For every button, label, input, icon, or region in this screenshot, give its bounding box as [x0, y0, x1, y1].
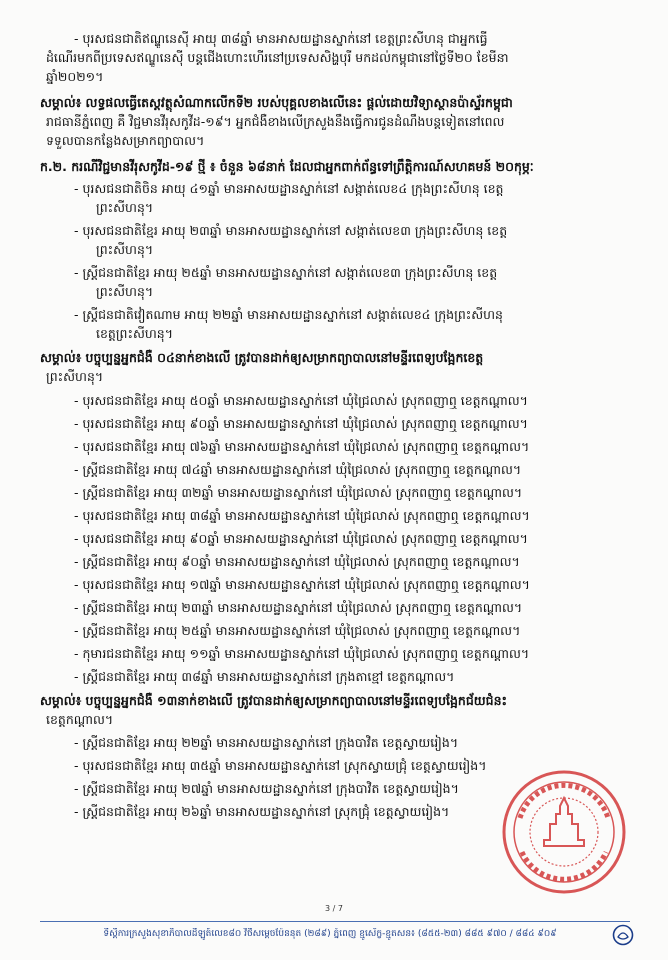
text-line: - ស្ត្រីជនជាតិខ្មែរ អាយុ ២២ឆ្នាំ មានអាសយដ្ឋានស្នាក់នៅ ក្រុងបាវិត ខេត្តស្វាយរៀង។ — [74, 735, 459, 750]
text-line: ខេត្តកណ្តាល។ — [46, 712, 114, 727]
text-line: - ស្ត្រីជនជាតិវៀតណាម អាយុ ២២ឆ្នាំ មានអាសយដ្ឋានស្នាក់នៅ សង្កាត់លេខ៤ ក្រុងព្រះសីហនុ — [74, 307, 503, 322]
footer-address: ទីស្តីការក្រសួងសុខាភិបាលដីឡូត៍លេខ៨០ វិថីសម្តេចប៉ែននុត (២៨៩) ភ្នំពេញ ខ្មូសេ័ក្ខ-ខ្មូតសន៖ (៨៥៥-២៣) ៨៨៥ ៩៧០ / ៨៨៤ ៩០៩ — [103, 929, 557, 939]
text-line: - បុរសជនជាតិចិន អាយុ ៤១ឆ្នាំ មានអាសយដ្ឋានស្នាក់នៅ សង្កាត់លេខ៤ ក្រុងព្រះសីហនុ ខេត្ត — [74, 181, 504, 196]
text-line: - ស្ត្រីជនជាតិខ្មែរ អាយុ ៣២ឆ្នាំ មានអាសយដ្ឋានស្នាក់នៅ ឃុំជ្រៃលាស់ ស្រុកពញាឮ ខេត្តកណ្តាល។ — [74, 485, 523, 500]
text-line: - បុរសជនជាតិខ្មែរ អាយុ ៥០ឆ្នាំ មានអាសយដ្ឋានស្នាក់នៅ ឃុំជ្រៃលាស់ ស្រុកពញាឮ ខេត្តកណ្តាល។ — [74, 393, 528, 408]
text-line: ព្រះសីហនុ។ — [96, 242, 154, 257]
page-number: 3 / 7 — [325, 904, 343, 913]
text-line: - កុមារជនជាតិខ្មែរ អាយុ ១១ឆ្នាំ មានអាសយដ្ឋានស្នាក់នៅ ឃុំជ្រៃលាស់ ស្រុកពញាឮ ខេត្តកណ្តាល។ — [74, 646, 530, 661]
text-line: - ស្ត្រីជនជាតិខ្មែរ អាយុ ២៧ឆ្នាំ មានអាសយដ្ឋានស្នាក់នៅ ក្រុងបាវិត ខេត្តស្វាយរៀង។ — [74, 781, 459, 796]
text-line: - ស្ត្រីជនជាតិខ្មែរ អាយុ ៧៤ឆ្នាំ មានអាសយដ្ឋានស្នាក់នៅ ឃុំជ្រៃលាស់ ស្រុកពញាឮ ខេត្តកណ្តាល។ — [74, 462, 522, 477]
ministry-seal-stamp — [500, 768, 628, 896]
text-line: ព្រះសីហនុ។ — [46, 369, 104, 384]
section-heading-line: សម្គាល់៖ លទ្ធផលធ្វើតេស្តវត្ថុសំណាកលើកទី២ របស់បុគ្គលខាងលើនេះ ផ្តល់ដោយវិទ្យាស្ថានប៉ាស្ទ័រកម្ពុជា — [40, 95, 513, 110]
section-heading-line: ក.២. ករណីវិជ្ជមានវីរុសកូវីដ-១៩ ថ្មី ៖ ចំនួន ៦៨នាក់ ដែលជាអ្នកពាក់ព័ន្ធទៅព្រឹត្តិការណ៍សហគមន៍ ២០កុម្ភៈ — [40, 159, 534, 174]
text-line: - បុរសជនជាតិខ្មែរ អាយុ ៧៦ឆ្នាំ មានអាសយដ្ឋានស្នាក់នៅ ឃុំជ្រៃលាស់ ស្រុកពញាឮ ខេត្តកណ្តាល។ — [74, 439, 530, 454]
text-line: - ស្ត្រីជនជាតិខ្មែរ អាយុ ២៥ឆ្នាំ មានអាសយដ្ឋានស្នាក់នៅ សង្កាត់លេខ៣ ក្រុងព្រះសីហនុ ខេត្ត — [74, 265, 498, 280]
text-line: - ស្ត្រីជនជាតិខ្មែរ អាយុ ២៦ឆ្នាំ មានអាសយដ្ឋានស្នាក់នៅ ស្រុកជ្រុំ ខេត្តស្វាយរៀង។ — [74, 804, 450, 819]
text-line: ព្រះសីហនុ។ — [96, 200, 154, 215]
section-heading-line: សម្គាល់៖ បច្ចុប្បន្នអ្នកជំងឺ ១៣នាក់ខាងលើ ត្រូវបានដាក់ឲ្យសម្រាកព្យាបាលនៅមន្ទីរពេទ្យបង្អែកជ័យជំនះ — [40, 693, 508, 708]
text-line: ខេត្តព្រះសីហនុ។ — [96, 326, 173, 341]
footer-divider — [40, 921, 630, 922]
text-line: - ស្ត្រីជនជាតិខ្មែរ អាយុ ៩០ឆ្នាំ មានអាសយដ្ឋានស្នាក់នៅ ឃុំជ្រៃលាស់ ស្រុកពញាឮ ខេត្តកណ្តាល។ — [74, 554, 520, 569]
text-line: ទទួលបានកន្លែងសម្រាកព្យាបាល។ — [46, 133, 205, 148]
section-heading-line: សម្គាល់៖ បច្ចុប្បន្នអ្នកជំងឺ ០៤នាក់ខាងលើ ត្រូវបានដាក់ឲ្យសម្រាកព្យាបាលនៅមន្ទីរពេទ្យបង្អែកខេត្ត — [40, 350, 484, 365]
text-line: - បុរសជនជាតិខ្មែរ អាយុ ៣៨ឆ្នាំ មានអាសយដ្ឋានស្នាក់នៅ ឃុំជ្រៃលាស់ ស្រុកពញាឮ ខេត្តកណ្តាល។ — [74, 508, 530, 523]
text-line: - ស្ត្រីជនជាតិខ្មែរ អាយុ ២៣ឆ្នាំ មានអាសយដ្ឋានស្នាក់នៅ ឃុំជ្រៃលាស់ ស្រុកពញាឮ ខេត្តកណ្តាល។ — [74, 600, 523, 615]
text-line: - ស្ត្រីជនជាតិខ្មែរ អាយុ ៣៨ឆ្នាំ មានអាសយដ្ឋានស្នាក់នៅ ក្រុងតាខ្មៅ ខេត្តកណ្តាល។ — [74, 669, 455, 684]
text-line: - ស្ត្រីជនជាតិខ្មែរ អាយុ ២៥ឆ្នាំ មានអាសយដ្ឋានស្នាក់នៅ ឃុំជ្រៃលាស់ ស្រុកពញាឮ ខេត្តកណ្តាល។ — [74, 623, 521, 638]
ministry-logo-icon — [612, 924, 634, 946]
text-line: ដំណើរមកពីប្រទេសឥណ្ឌូនេស៊ី បន្តជើងហោះហើរនៅប្រទេសសិង្ហបុរី មកដល់កម្ពុជានៅថ្ងៃទី២០ ខែមីនា — [46, 50, 509, 65]
text-line: - បុរសជនជាតិខ្មែរ អាយុ ១៧ឆ្នាំ មានអាសយដ្ឋានស្នាក់នៅ ឃុំជ្រៃលាស់ ស្រុកពញាឮ ខេត្តកណ្តាល។ — [74, 577, 530, 592]
text-line: - បុរសជនជាតិខ្មែរ អាយុ ៩០ឆ្នាំ មានអាសយដ្ឋានស្នាក់នៅ ឃុំជ្រៃលាស់ ស្រុកពញាឮ ខេត្តកណ្តាល។ — [74, 531, 528, 546]
text-line: ឆ្នាំ២០២១។ — [46, 69, 104, 84]
text-line: - បុរសជនជាតិខ្មែរ អាយុ ៣៥ឆ្នាំ មានអាសយដ្ឋានស្នាក់នៅ ស្រុកស្វាយជ្រុំ ខេត្តស្វាយរៀង។ — [74, 758, 487, 773]
text-line: រាជធានីភ្នំពេញ គឺ វិជ្ជមានវីរុសកូវីដ-១៩។ អ្នកជំងឺខាងលើក្រសួងនឹងធ្វើការជូនដំណឹងបន្តទៀតនៅពេល — [46, 114, 505, 129]
text-line: ព្រះសីហនុ។ — [96, 284, 154, 299]
text-line: - បុរសជនជាតិខ្មែរ អាយុ ៩០ឆ្នាំ មានអាសយដ្ឋានស្នាក់នៅ ឃុំជ្រៃលាស់ ស្រុកពញាឮ ខេត្តកណ្តាល។ — [74, 416, 528, 431]
text-line: - បុរសជនជាតិឥណ្ឌូនេស៊ី អាយុ ៣៨ឆ្នាំ មានអាសយដ្ឋានស្នាក់នៅ ខេត្តព្រះសីហនុ ជាអ្នកធ្វើ — [74, 31, 488, 46]
text-line: - បុរសជនជាតិខ្មែរ អាយុ ២៣ឆ្នាំ មានអាសយដ្ឋានស្នាក់នៅ សង្កាត់លេខ៣ ក្រុងព្រះសីហនុ ខេត្ត — [74, 223, 508, 238]
